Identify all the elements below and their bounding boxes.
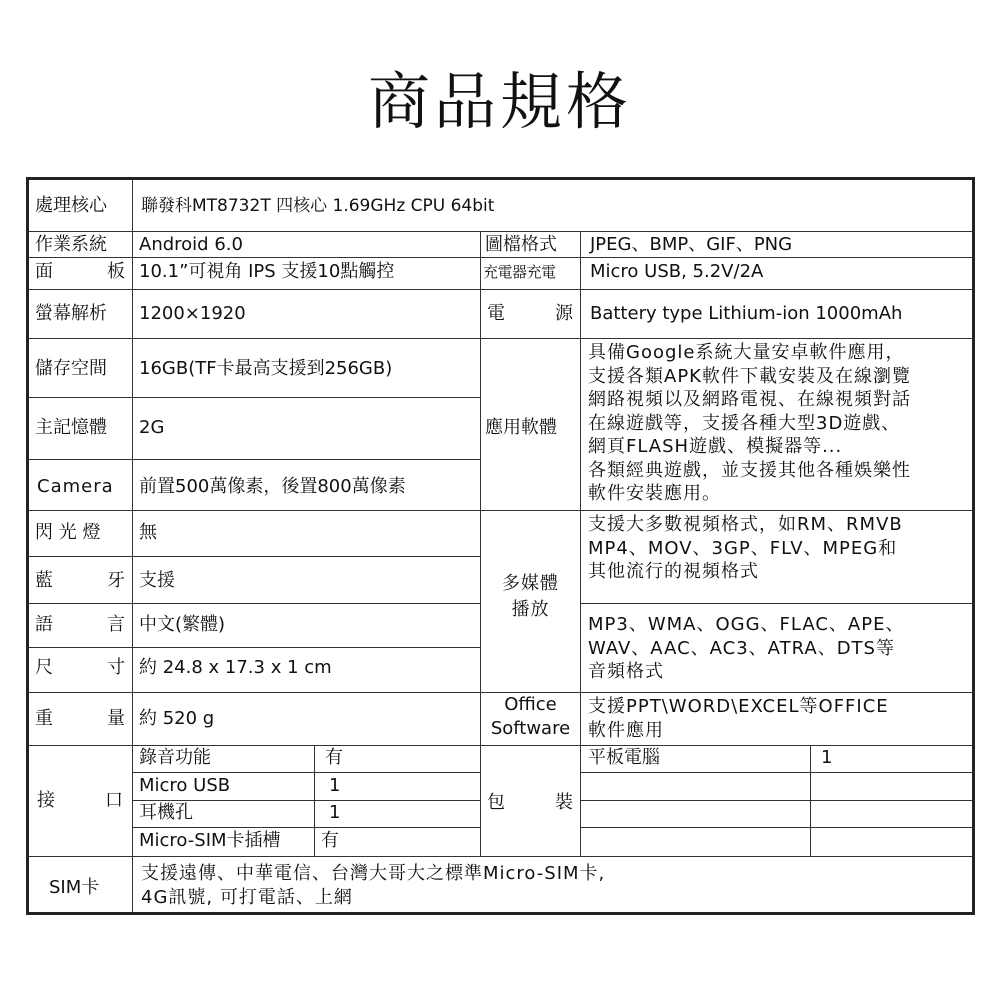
label-camera: Camera [37,476,114,497]
label-panel: 面 板 [35,261,125,282]
value-resolution: 1200×1920 [139,303,246,324]
label-image-format: 圖檔格式 [485,234,557,255]
row-divider [29,603,480,604]
label-os: 作業系統 [35,234,107,255]
row-divider [29,692,480,693]
value-audio: MP3、WMA、OGG、FLAC、APE、 WAV、AAC、AC3、ATRA、DTS等 音頻格式 [588,614,905,682]
value-bluetooth: 支援 [139,570,175,591]
row-divider [480,510,972,511]
row-divider [29,397,480,398]
value-sim: 支援遠傳、中華電信、台灣大哥大之標準Micro-SIM卡, 4G訊號, 可打電話、上網 [141,863,606,908]
port-name: Micro-SIM卡插槽 [139,830,281,851]
row-divider [29,856,972,857]
label-power: 電 源 [487,303,573,324]
column-divider [132,180,133,913]
label-weight: 重 量 [35,708,125,729]
row-divider [580,603,972,604]
label-processor: 處理核心 [35,195,107,216]
row-divider [29,231,972,232]
value-apps: 具備Google系統大量安卓軟件應用， 支援各類APK軟件下載安裝及在線瀏覽 網路視頻以及網路電視、在線視頻對話 在線遊戲等，支援各種大型3D遊戲、 網頁FLASH遊戲、模擬器等... 各類經典遊戲，並支援其他各種娛樂性 軟件安裝應用。 [588,342,911,504]
port-value: 有 [321,830,339,851]
value-camera: 前置500萬像素，後置800萬像素 [139,476,406,497]
label-size: 尺 寸 [35,657,125,678]
value-office: 支援PPT\WORD\EXCEL等OFFICE 軟件應用 [588,696,889,741]
row-divider [580,800,972,801]
row-divider [580,827,972,828]
value-processor: 聯發科MT8732T 四核心 1.69GHz CPU 64bit [141,196,495,216]
value-size: 約 24.8 x 17.3 x 1 cm [139,657,332,678]
row-divider [29,289,972,290]
row-divider [29,510,480,511]
row-divider [29,338,972,339]
port-name: Micro USB [139,775,231,796]
label-ports: 接 口 [37,790,123,811]
column-divider [810,745,811,856]
label-package: 包 裝 [487,792,573,813]
label-apps: 應用軟體 [485,417,557,438]
label-multimedia-2: 播放 [511,599,550,620]
label-resolution: 螢幕解析 [35,303,107,324]
spec-table [26,177,975,915]
column-divider [314,745,315,856]
label-storage: 儲存空間 [35,358,107,379]
label-multimedia-1: 多媒體 [502,573,559,594]
port-value: 1 [329,775,341,796]
value-flash: 無 [139,522,157,543]
row-divider [29,459,480,460]
value-video: 支援大多數視頻格式，如RM、RMVB MP4、MOV、3GP、FLV、MPEG和 其他流行的視頻格式 [588,514,903,582]
label-flash: 閃 光 燈 [35,522,101,543]
label-charger: 充電器充電 [483,263,556,281]
value-storage: 16GB(TF卡最高支援到256GB) [139,358,393,379]
package-item-value: 1 [821,747,833,768]
row-divider [29,647,480,648]
package-item-name: 平板電腦 [588,747,660,768]
value-os: Android 6.0 [139,234,243,255]
row-divider [132,772,480,773]
label-language: 語 言 [35,614,125,635]
port-value: 1 [329,802,341,823]
port-name: 耳機孔 [139,802,193,823]
row-divider [29,556,480,557]
value-memory: 2G [139,417,165,438]
value-power: Battery type Lithium-ion 1000mAh [590,303,903,324]
column-divider [480,231,481,856]
label-memory: 主記憶體 [35,417,107,438]
value-language: 中文(繁體) [139,614,226,635]
label-sim: SIM卡 [49,877,100,898]
row-divider [132,827,480,828]
row-divider [29,257,972,258]
port-value: 有 [325,747,343,768]
value-weight: 約 520 g [139,708,215,729]
page-title: 商品規格 [367,65,632,138]
column-divider [580,231,581,856]
label-bluetooth: 藍 牙 [35,570,125,591]
port-name: 錄音功能 [139,747,211,768]
value-panel: 10.1”可視角 IPS 支援10點觸控 [139,261,395,282]
label-office-2: Software [490,718,571,739]
row-divider [580,772,972,773]
value-image-format: JPEG、BMP、GIF、PNG [590,234,793,255]
label-office-1: Office [504,694,557,715]
value-charger: Micro USB, 5.2V/2A [590,261,764,282]
